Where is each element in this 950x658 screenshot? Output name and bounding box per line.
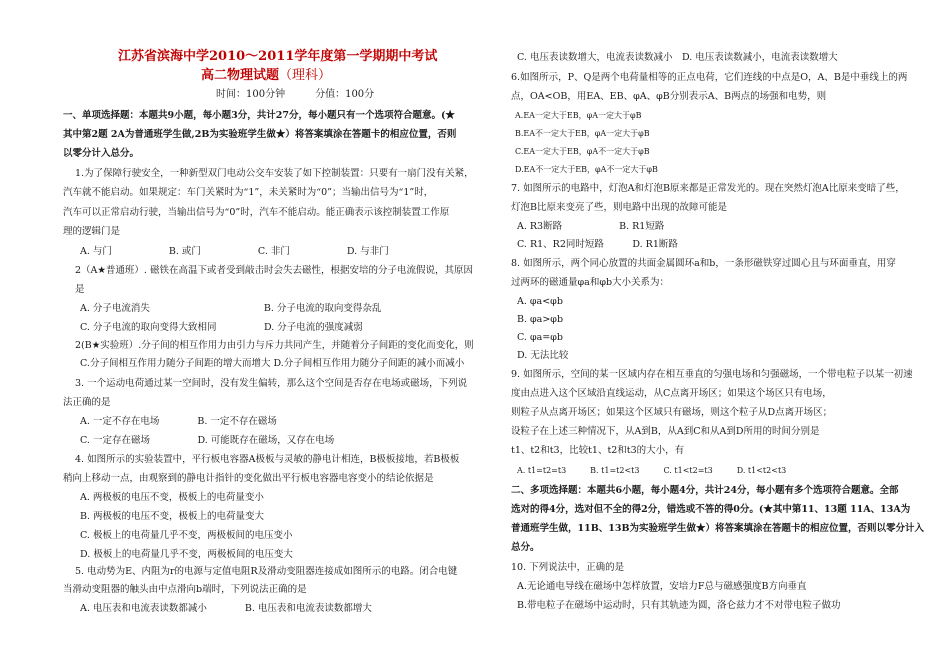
q8-option-d: D. 无法比较 bbox=[517, 350, 569, 361]
q1-line2: 汽车就不能启动。如果规定：车门关紧时为“1”，未关紧时为“0”；当输出信号为“1”时， bbox=[63, 187, 434, 198]
q9-options: A. t1=t2=t3 B. t1=t2<t3 C. t1<t2=t3 D. t1<t2<t3 bbox=[517, 466, 787, 475]
section2-instructions-line4: 总分。 bbox=[511, 542, 540, 553]
section1-instructions-line2: 其中第2题 2A为普通班学生做,2B为实验班学生做★）将答案填涂在答题卡的相应位置，否则 bbox=[63, 129, 457, 140]
q4-option-b: B. 两极板的电压不变，极板上的电荷量变大 bbox=[80, 511, 265, 522]
q3-line1: 3. 一个运动电荷通过某一空间时，没有发生偏转，那么这个空间是否存在电场或磁场，下列说 bbox=[75, 378, 468, 389]
q2b-line1: 2(B★实验班）.分子间的相互作用力由引力与斥力共同产生，并随着分子间距的变化而变化，则 bbox=[75, 340, 474, 351]
q2a-options-ab: A. 分子电流消失 B. 分子电流的取向变得杂乱 bbox=[80, 303, 382, 314]
q10-option-a: A.无论通电导线在磁场中怎样放置，安培力F总与磁感强度B方向垂直 bbox=[517, 581, 807, 592]
q2a-line1: 2（A★普通班）. 磁铁在高温下或者受到敲击时会失去磁性，根据安培的分子电流假说，其原因 bbox=[75, 265, 473, 276]
section2-instructions-line3: 普通班学生做，11B、13B为实验班学生做★）将答案填涂在答题卡的相应位置，否则以零分计入 bbox=[511, 523, 925, 534]
exam-title: 江苏省滨海中学2010～2011学年度第一学期期中考试 bbox=[118, 49, 438, 64]
q7-options-cd: C. R1、R2同时短路 D. R1断路 bbox=[517, 239, 678, 250]
q3-line2: 法正确的是 bbox=[63, 397, 111, 408]
q1-line3: 汽车可以正常启动行驶，当输出信号为“0”时，汽车不能启动。能正确表示该控制装置工作原 bbox=[63, 207, 450, 218]
q2a-line2: 是 bbox=[75, 284, 85, 295]
q7-options-ab: A. R3断路 B. R1短路 bbox=[517, 221, 665, 232]
q5-line1: 5. 电动势为E、内阻为r的电源与定值电阻R及滑动变阻器连接成如图所示的电路。闭合电键 bbox=[75, 566, 458, 577]
q6-option-d: D.EA不一定大于EB，φA不一定大于φB bbox=[515, 165, 658, 174]
q4-option-c: C. 极板上的电荷量几乎不变，两极板间的电压变小 bbox=[80, 530, 293, 541]
exam-subtitle bbox=[201, 68, 331, 84]
q1-line1: 1.为了保障行驶安全，一种新型双门电动公交车安装了如下控制装置：只要有一扇门没有关紧， bbox=[75, 168, 474, 179]
q3-options-cd: C. 一定存在磁场 D. 可能既存在磁场，又存在电场 bbox=[80, 435, 335, 446]
q1-options: A. 与门 B. 或门 C. 非门 D. 与非门 bbox=[80, 246, 389, 257]
subtitle-sub: （理科） bbox=[279, 68, 332, 83]
section2-instructions-line1: 二、多项选择题：本题共6小题，每小题4分，共计24分，每小题有多个选项符合题意。全部 bbox=[511, 485, 899, 496]
q2a-options-cd: C. 分子电流的取向变得大致相同 D. 分子电流的强度减弱 bbox=[80, 322, 363, 333]
q8-line1: 8. 如图所示，两个同心放置的共面金属圆环a和b，一条形磁铁穿过圆心且与环面垂直，用穿 bbox=[511, 258, 896, 269]
q4-option-d: D. 极板上的电荷量几乎不变，两极板间的电压变大 bbox=[80, 549, 293, 560]
q2b-line2: C.分子间相互作用力随分子间距的增大而增大 D.分子间相互作用力随分子间距的减小而减小 bbox=[80, 358, 465, 369]
q9-line5: t1、t2和t3，比较t1、t2和t3的大小，有 bbox=[511, 445, 685, 456]
q4-option-a: A. 两极板的电压不变，极板上的电荷量变小 bbox=[80, 492, 264, 503]
q8-option-a: A. φa<φb bbox=[517, 296, 563, 307]
q4-line1: 4. 如图所示的实验装置中，平行板电容器A极板与灵敏的静电计相连，B极板接地，若B极板 bbox=[75, 454, 460, 465]
q3-options-ab: A. 一定不存在电场 B. 一定不存在磁场 bbox=[80, 416, 277, 427]
q5-line2: 当滑动变阻器的触头由中点滑向b端时，下列说法正确的是 bbox=[63, 584, 307, 595]
q7-line2: 灯泡B比原来变亮了些，则电路中出现的故障可能是 bbox=[511, 202, 727, 213]
q9-line4: 设粒子在上述三种情况下，从A到B，从A到C和从A到D所用的时间分别是 bbox=[511, 426, 820, 437]
q9-line1: 9. 如图所示，空间的某一区域内存在相互垂直的匀强电场和匀强磁场，一个带电粒子以某一初速 bbox=[511, 369, 913, 380]
q6-line1: 6.如图所示，P、Q是两个电荷量相等的正点电荷，它们连线的中点是O，A、B是中垂线上的两 bbox=[511, 72, 908, 83]
q6-line2: 点，OA<OB，用EA、EB、φA、φB分别表示A、B两点的场强和电势，则 bbox=[511, 91, 827, 102]
section1-instructions-line3: 以零分计入总分。 bbox=[63, 148, 140, 159]
q10-option-b: B.带电粒子在磁场中运动时，只有其轨迹为圆，洛仑兹力才不对带电粒子做功 bbox=[517, 600, 841, 611]
subtitle-main: 高二物理试题 bbox=[201, 68, 280, 83]
q10-line1: 10. 下列说法中，正确的是 bbox=[511, 562, 625, 573]
q6-option-c: C.EA一定大于EB，φA不一定大于φB bbox=[515, 147, 650, 156]
q6-option-b: B.EA不一定大于EB，φA一定大于φB bbox=[515, 129, 650, 138]
q5-options-cd: C. 电压表读数增大，电流表读数减小 D. 电压表读数减小，电流表读数增大 bbox=[517, 52, 838, 63]
q9-line2: 度由点进入这个区域沿直线运动，从C点离开场区；如果这个场区只有电场， bbox=[511, 388, 832, 399]
q8-option-c: C. φa=φb bbox=[517, 332, 563, 343]
q4-line2: 稍向上移动一点，由观察到的静电计指针的变化做出平行板电容器电容变小的结论依据是 bbox=[63, 473, 434, 484]
q6-option-a: A.EA一定大于EB，φA一定大于φB bbox=[515, 111, 642, 120]
q1-line4: 理的逻辑门是 bbox=[63, 226, 121, 237]
q9-line3: 则粒子从点离开场区；如果这个区域只有磁场，则这个粒子从D点离开场区； bbox=[511, 407, 833, 418]
q7-line1: 7. 如图所示的电路中，灯泡A和灯泡B原来都是正常发光的。现在突然灯泡A比原来变暗了些， bbox=[511, 183, 905, 194]
q8-option-b: B. φa>φb bbox=[517, 314, 564, 325]
q5-options-ab: A. 电压表和电流表读数都减小 B. 电压表和电流表读数都增大 bbox=[80, 603, 372, 614]
time-score-line: 时间：100分钟 分值：100分 bbox=[216, 89, 375, 100]
section1-instructions-line1: 一、单项选择题：本题共9小题，每小题3分，共计27分，每小题只有一个选项符合题意。(★ bbox=[63, 110, 455, 121]
q8-line2: 过两环的磁通量φa和φb大小关系为： bbox=[511, 277, 670, 288]
section2-instructions-line2: 选对的得4分，选对但不全的得2分，错选或不答的得0分。(★其中第11、13题 11A、13A为 bbox=[511, 504, 911, 515]
